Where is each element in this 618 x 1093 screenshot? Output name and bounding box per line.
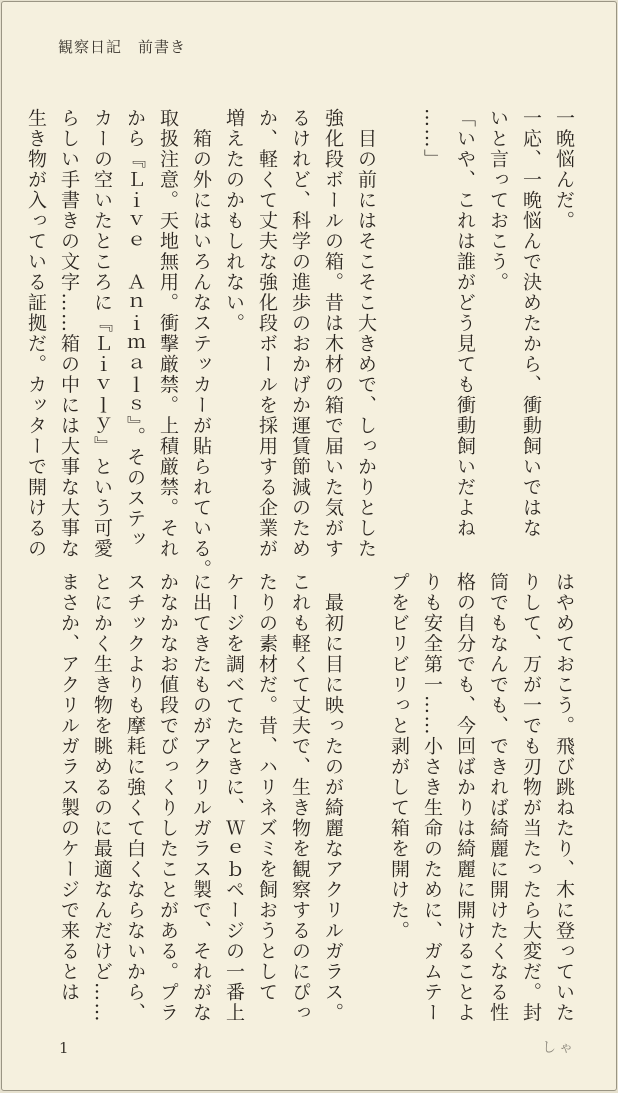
text-line: [349, 572, 382, 982]
text-line: 取扱注意。天地無用。衝撃厳禁。上積厳禁。それ: [157, 108, 179, 559]
text-line: ……」: [421, 108, 443, 170]
text-line: りも安全第一……小さき生命のために、ガムテー: [421, 572, 443, 1023]
text-line: プをビリビリっと剥がして箱を開けた。: [388, 572, 410, 941]
text-line: これも軽くて丈夫で、生き物を観察するのにぴっ: [289, 572, 311, 1023]
text-line: 格の自分でも、今回ばかりは綺麗に開けることよ: [454, 572, 476, 1023]
text-line: から『Ｌｉｖｅ Ａｎｉｍａｌｓ』。そのステッ: [124, 108, 146, 550]
text-line: たりの素材だ。昔、ハリネズミを飼おうとして: [256, 572, 278, 1003]
text-line: ケージを調べてたときに、Ｗｅｂページの一番上: [223, 572, 245, 1023]
book-page: [1, 1, 617, 1091]
text-line: らしい手書きの文字……箱の中には大事な大事な: [58, 108, 80, 559]
text-block-bottom: [50, 572, 580, 1023]
text-line: か、軽くて丈夫な強化段ボールを採用する企業が: [256, 108, 278, 559]
text-line: かなかなお値段でびっくりしたことがある。プラ: [157, 572, 179, 1023]
text-line: いと言っておこう。: [487, 108, 509, 293]
text-line: 「いや、これは誰がどう見ても衝動飼いだよね: [454, 108, 476, 539]
text-block-top: [25, 108, 580, 580]
text-line: 目の前にはそこそこ大きめで、しっかりとした: [355, 108, 377, 559]
text-line: とにかく生き物を眺めるのに最適なんだけど……: [91, 572, 113, 1023]
text-line: スチックよりも摩耗に強くて白くならないから、: [124, 572, 146, 1023]
text-line: 一晩悩んだ。: [553, 108, 575, 231]
text-line: 筒でもなんでも、できれば綺麗に開けたくなる性: [487, 572, 509, 1023]
text-line: るけれど、科学の進歩のおかげか運賃節減のため: [289, 108, 311, 559]
text-line: 生き物が入っている証拠だ。カッターで開けるの: [25, 108, 47, 559]
text-line: 一応、一晩悩んで決めたから、衝動飼いではな: [520, 108, 542, 539]
text-line: に出てきたものがアクリルガラス製で、それがな: [190, 572, 212, 1023]
text-line: 箱の外にはいろんなステッカーが貼られている。: [190, 108, 212, 580]
text-line: [382, 108, 415, 518]
text-line: まさか、アクリルガラス製のケージで来るとは: [58, 572, 80, 1003]
text-line: 強化段ボールの箱。昔は木材の箱で届いた気がす: [322, 108, 344, 559]
text-line: カーの空いたところに『Ｌｉｖｌｙ』という可愛: [91, 108, 113, 559]
author-name: しゃ: [542, 1040, 576, 1056]
page-number: 1: [59, 1039, 69, 1057]
chapter-title: 観察日記 前書き: [58, 38, 187, 56]
text-line: 最初に目に映ったのが綺麗なアクリルガラス。: [322, 572, 344, 1023]
text-line: はやめておこう。飛び跳ねたり、木に登っていた: [553, 572, 575, 1023]
text-line: りして、万が一でも刃物が当たったら大変だ。封: [520, 572, 542, 1023]
text-line: 増えたのかもしれない。: [223, 108, 245, 334]
